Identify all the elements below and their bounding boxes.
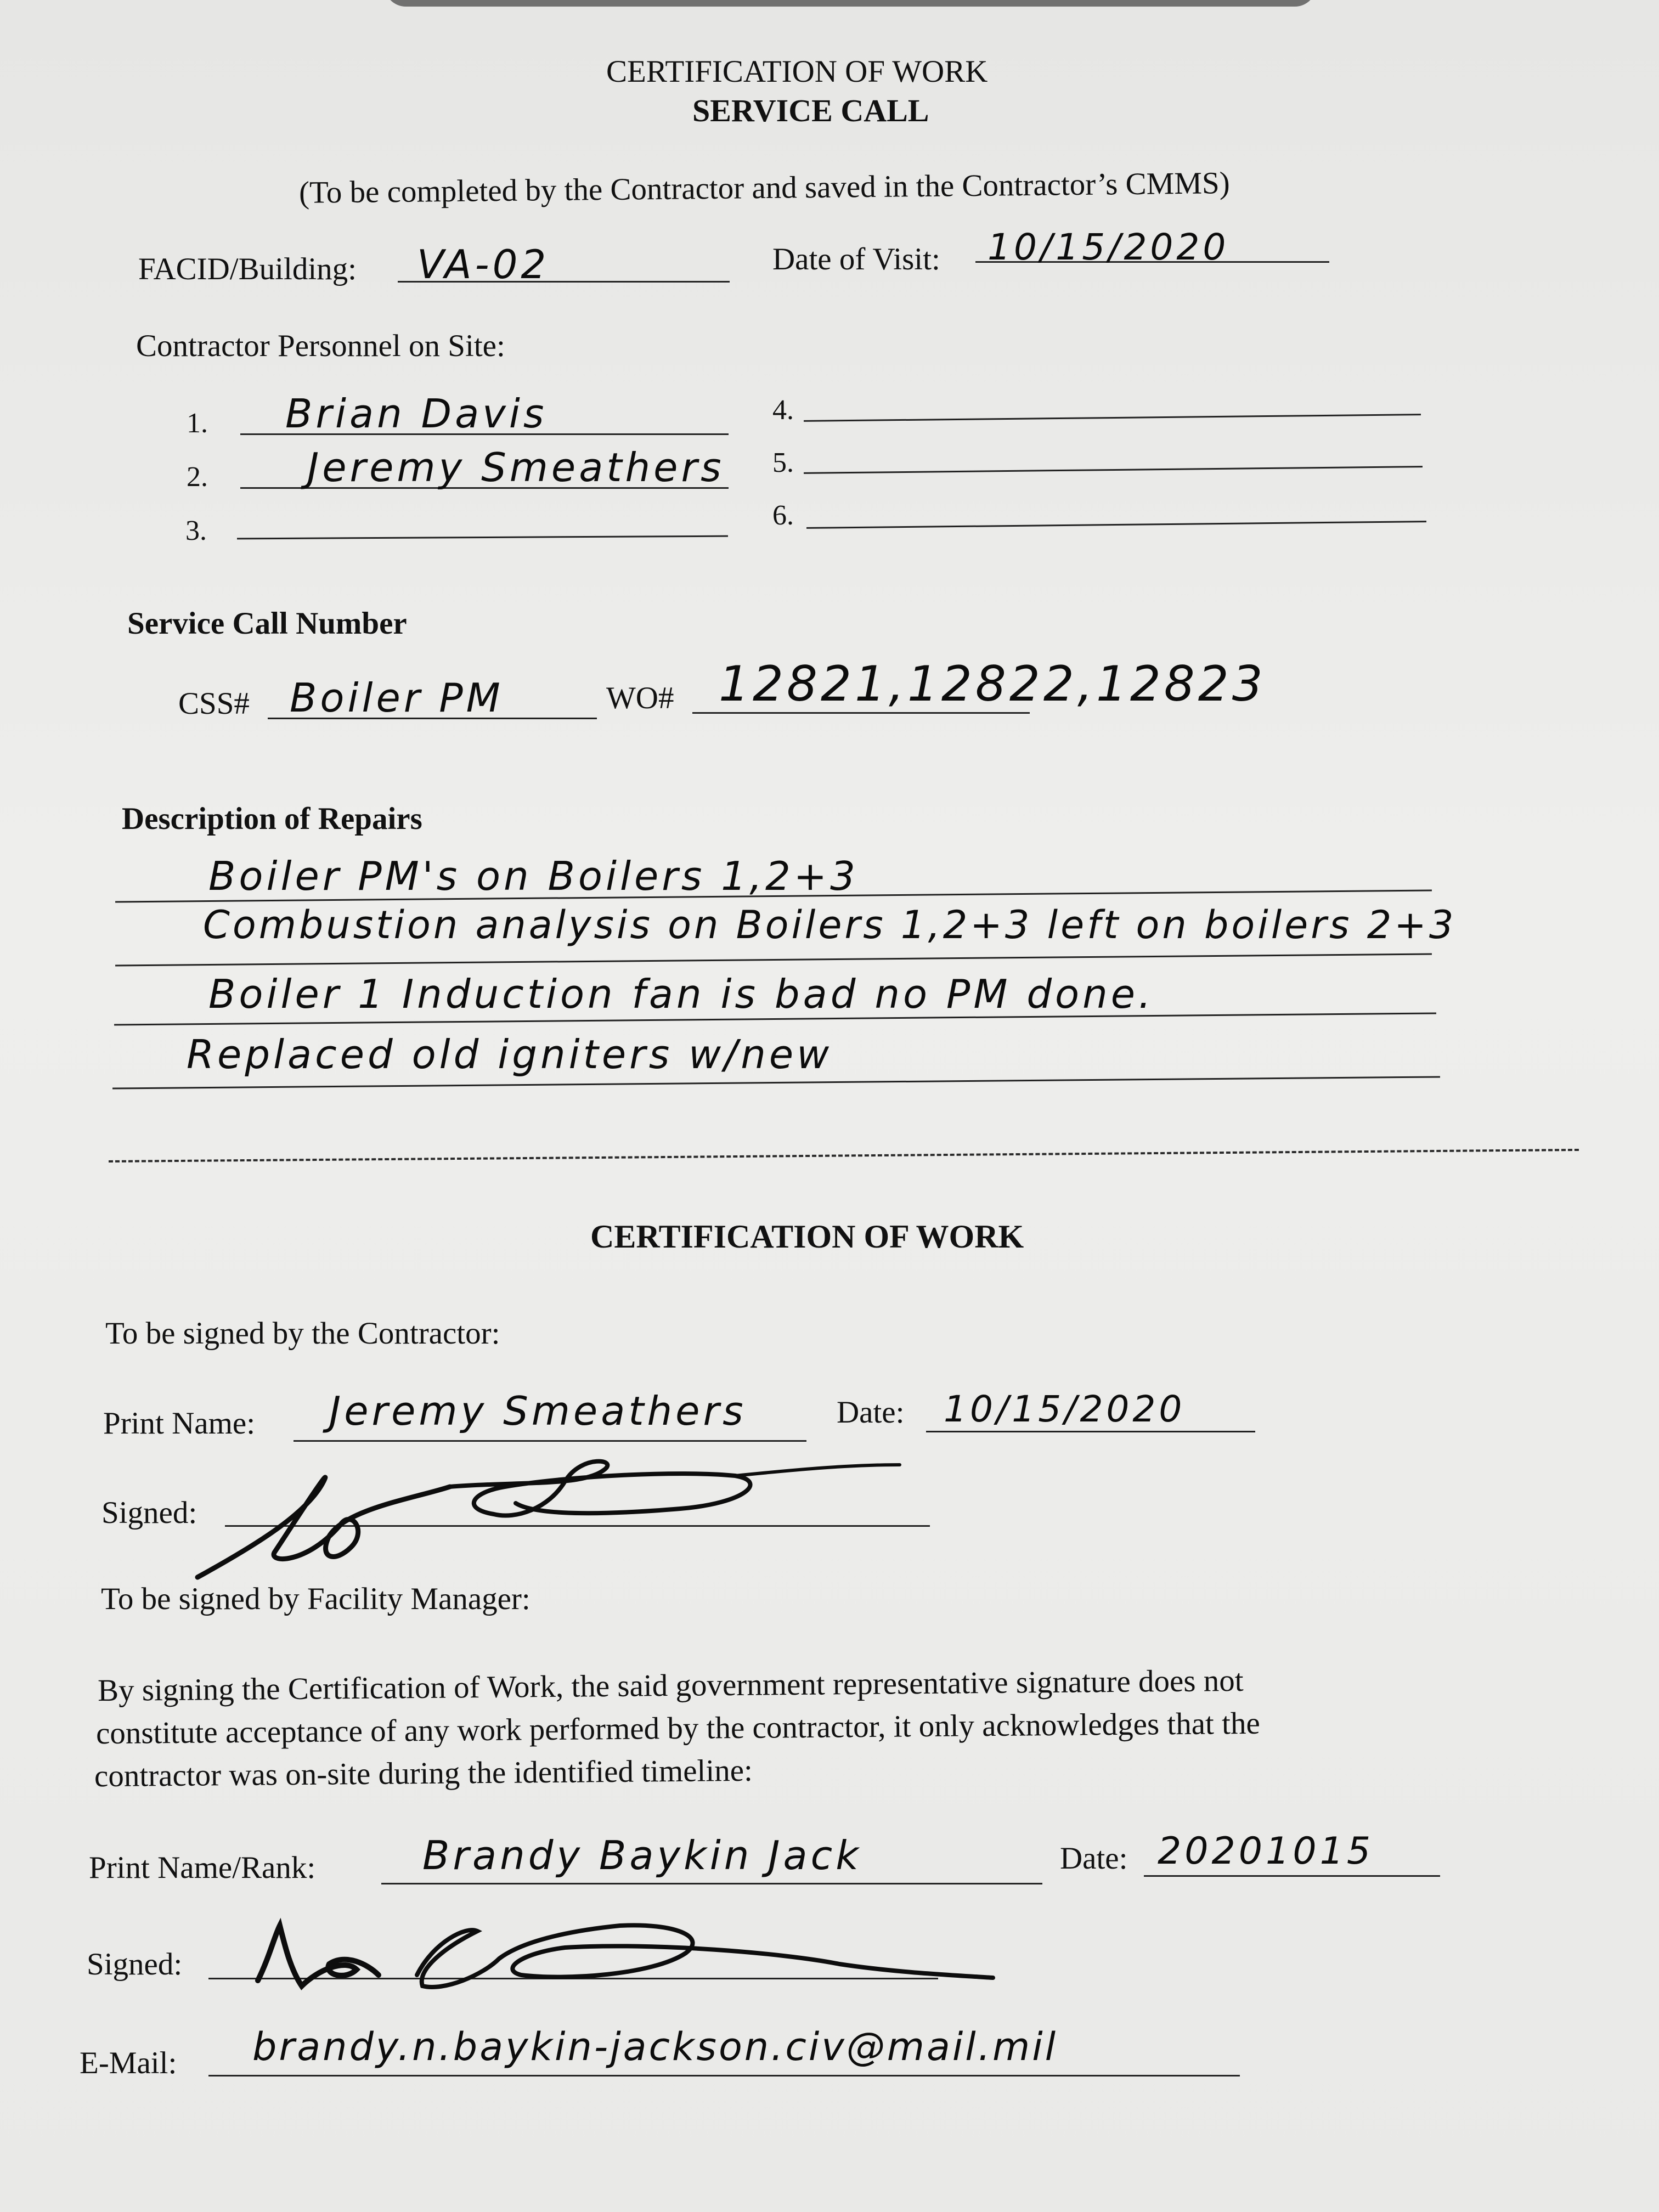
- email-line: [208, 2075, 1240, 2076]
- repairs-text-3: Boiler 1 Induction fan is bad no PM done.: [208, 971, 1154, 1017]
- contractor-date-label: Date:: [837, 1395, 905, 1430]
- form-instruction: (To be completed by the Contractor and saved in the Contractor’s CMMS): [298, 166, 1230, 210]
- contractor-date-line: [926, 1431, 1255, 1432]
- personnel-label: Contractor Personnel on Site:: [136, 329, 505, 363]
- disclaimer-line-1: By signing the Certification of Work, the said government representative signature does not: [97, 1663, 1244, 1708]
- email-label: E-Mail:: [80, 2046, 177, 2080]
- fm-print-rank-value: Brandy Baykin Jack: [422, 1832, 862, 1878]
- personnel-num-3: 3.: [185, 515, 207, 546]
- form-subtitle: SERVICE CALL: [692, 93, 929, 128]
- personnel-num-6: 6.: [772, 500, 794, 531]
- personnel-name-1: Brian Davis: [285, 391, 548, 437]
- repairs-text-1: Boiler PM's on Boilers 1,2+3: [208, 853, 859, 899]
- contractor-sign-label: To be signed by the Contractor:: [105, 1316, 500, 1351]
- fm-print-rank-label: Print Name/Rank:: [89, 1850, 316, 1885]
- personnel-line-4: [804, 414, 1421, 422]
- contractor-date-value: 10/15/2020: [944, 1388, 1186, 1430]
- clipboard-edge: [384, 0, 1317, 7]
- repairs-line-4: [112, 1076, 1440, 1089]
- wo-value: 12821,12822,12823: [719, 656, 1266, 712]
- fm-signed-label: Signed:: [87, 1947, 183, 1982]
- form-title: CERTIFICATION OF WORK: [606, 54, 988, 89]
- repairs-text-4: Replaced old igniters w/new: [187, 1031, 833, 1077]
- fm-print-rank-line: [381, 1883, 1042, 1884]
- facility-sign-label: To be signed by Facility Manager:: [101, 1582, 531, 1616]
- personnel-num-4: 4.: [772, 394, 794, 426]
- personnel-num-1: 1.: [187, 408, 208, 439]
- repairs-text-2: Combustion analysis on Boilers 1,2+3 left on boilers 2+3: [203, 902, 1457, 947]
- visit-date-value: 10/15/2020: [988, 226, 1229, 268]
- visit-date-label: Date of Visit:: [772, 242, 940, 276]
- css-label: CSS#: [178, 686, 250, 721]
- wo-line: [692, 712, 1030, 714]
- personnel-line-3: [237, 535, 728, 540]
- css-value: Boiler PM: [290, 675, 504, 721]
- fm-date-label: Date:: [1060, 1841, 1128, 1876]
- disclaimer-line-2: constitute acceptance of any work performed by the contractor, it only acknowledges that the: [95, 1706, 1260, 1751]
- email-value: brandy.n.baykin-jackson.civ@mail.mil: [252, 2024, 1058, 2069]
- personnel-name-2: Jeremy Smeathers: [307, 444, 725, 490]
- fm-date-value: 20201015: [1158, 1830, 1374, 1873]
- facility-manager-signature: [236, 1909, 1015, 2008]
- personnel-line-5: [804, 466, 1423, 474]
- personnel-num-5: 5.: [772, 447, 794, 478]
- contractor-signature: [187, 1448, 911, 1591]
- section-divider: [109, 1149, 1579, 1163]
- repairs-heading: Description of Repairs: [122, 802, 422, 836]
- facid-label: FACID/Building:: [138, 252, 357, 286]
- repairs-line-2: [115, 953, 1432, 967]
- contractor-print-name-label: Print Name:: [103, 1406, 256, 1441]
- facid-value: VA-02: [417, 241, 550, 287]
- fm-date-line: [1144, 1875, 1440, 1877]
- service-call-heading: Service Call Number: [127, 606, 407, 641]
- contractor-print-name-line: [294, 1440, 806, 1442]
- wo-label: WO#: [606, 681, 674, 715]
- certification-heading: CERTIFICATION OF WORK: [590, 1218, 1024, 1255]
- contractor-print-name-value: Jeremy Smeathers: [329, 1388, 747, 1434]
- personnel-num-2: 2.: [187, 461, 208, 493]
- contractor-signed-label: Signed:: [101, 1496, 198, 1530]
- disclaimer-line-3: contractor was on-site during the identified timeline:: [94, 1753, 753, 1794]
- personnel-line-6: [806, 521, 1426, 529]
